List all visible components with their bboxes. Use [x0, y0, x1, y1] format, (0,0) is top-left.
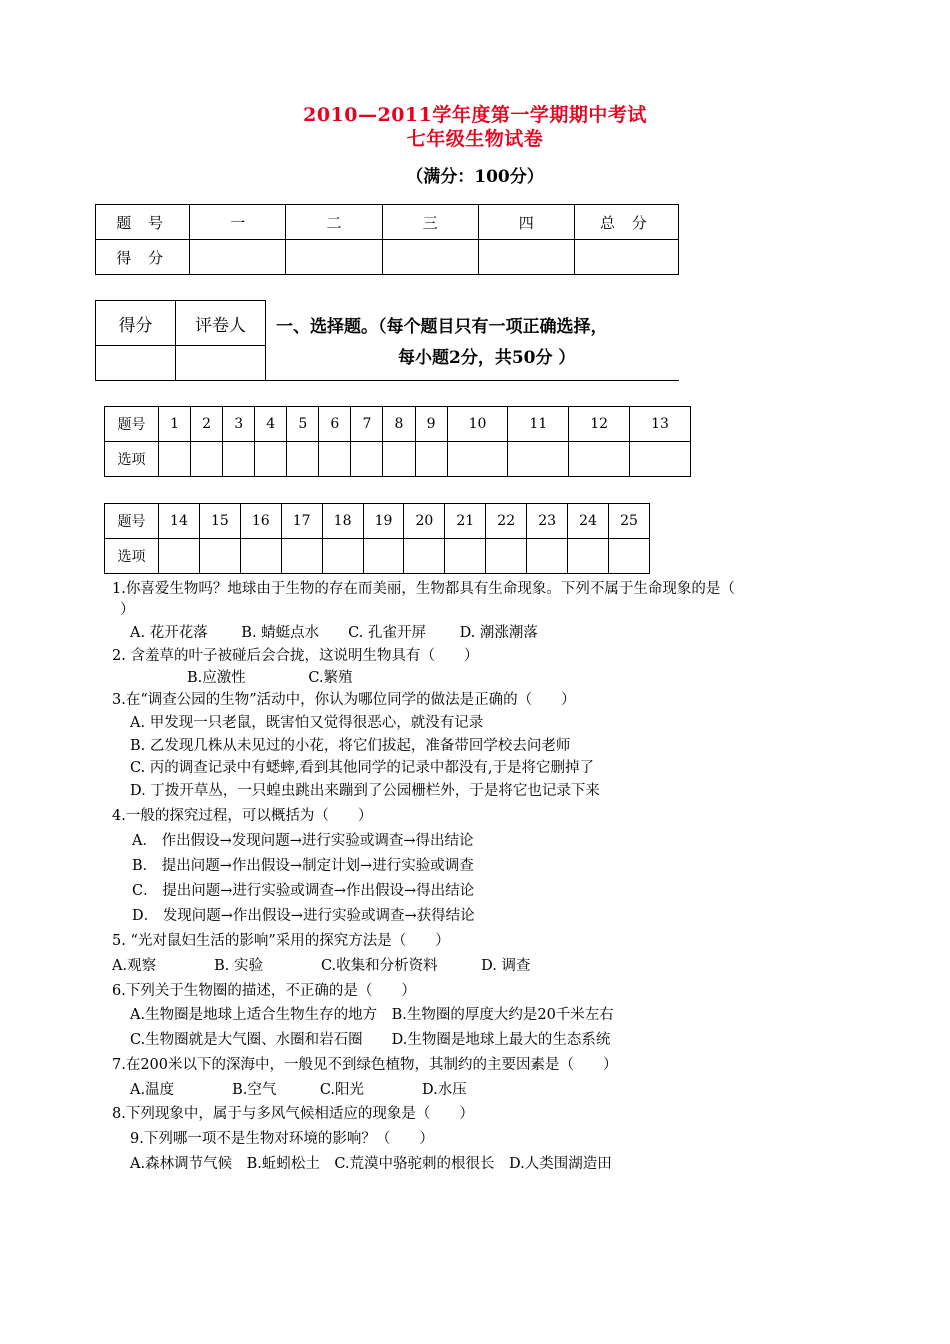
- grader-name-cell[interactable]: [176, 346, 266, 381]
- question-3-stem: 3.在“调查公园的生物”活动中，你认为哪位同学的做法是正确的（ ）: [112, 692, 576, 708]
- question-number-cell: 22: [486, 504, 527, 539]
- question-6-stem: 6.下列关于生物圈的描述，不正确的是（ ）: [112, 983, 416, 999]
- question-number-cell: 10: [447, 407, 508, 442]
- answer-table-2: [104, 503, 650, 574]
- question-number-cell: 4: [255, 407, 287, 442]
- grader-table: [95, 300, 266, 381]
- score-cell[interactable]: [382, 240, 478, 275]
- answer-cell[interactable]: [191, 442, 223, 477]
- answer-cell[interactable]: [223, 442, 255, 477]
- section1-underline: [266, 380, 679, 381]
- score-cell[interactable]: [190, 240, 286, 275]
- score-cell[interactable]: [286, 240, 382, 275]
- answer-cell[interactable]: [159, 442, 191, 477]
- answer-cell[interactable]: [363, 539, 404, 574]
- score-header-cell: 总 分: [574, 205, 678, 240]
- question-number-cell: 11: [508, 407, 569, 442]
- question-9-options: A.森林调节气候 B.蚯蚓松土 C.荒漠中骆驼刺的根很长 D.人类围湖造田: [130, 1156, 612, 1172]
- answer-table-1: [104, 406, 691, 477]
- question-number-cell: 9: [415, 407, 447, 442]
- title-line2: 七年级生物试卷: [406, 128, 544, 150]
- answer-cell[interactable]: [608, 539, 649, 574]
- title-line1: 2010—2011学年度第一学期期中考试: [303, 104, 647, 126]
- question-3-option-b: B. 乙发现几株从未见过的小花，将它们拔起，准备带回学校去问老师: [130, 738, 571, 754]
- question-6-options-cd: C.生物圈就是大气圈、水圈和岩石圈 D.生物圈是地球上最大的生态系统: [130, 1032, 611, 1048]
- answer-cell[interactable]: [569, 442, 630, 477]
- grader-name-label: 评卷人: [176, 301, 266, 346]
- section1-heading-line2: 每小题2分，共50分 ）: [398, 348, 576, 368]
- question-2-options: B.应激性 C.繁殖: [187, 670, 353, 686]
- answer-cell[interactable]: [445, 539, 486, 574]
- score-table-score-row: [96, 240, 679, 275]
- question-number-cell: 24: [568, 504, 609, 539]
- question-number-cell: 18: [322, 504, 363, 539]
- answer-cell[interactable]: [404, 539, 445, 574]
- answer-cell[interactable]: [240, 539, 281, 574]
- question-1-stem-end: ）: [120, 602, 135, 618]
- question-number-cell: 21: [445, 504, 486, 539]
- score-header-cell: 一: [190, 205, 286, 240]
- answer-cell[interactable]: [486, 539, 527, 574]
- question-2-stem: 2. 含羞草的叶子被碰后会合拢，这说明生物具有（ ）: [112, 648, 479, 664]
- question-number-cell: 7: [351, 407, 383, 442]
- answer-row-label: 选项: [105, 539, 159, 574]
- score-header-cell: 题 号: [96, 205, 190, 240]
- answer-cell[interactable]: [568, 539, 609, 574]
- question-3-option-d: D. 丁拨开草丛，一只蝗虫跳出来蹦到了公园栅栏外，于是将它也记录下来: [130, 783, 600, 799]
- answer-cell[interactable]: [322, 539, 363, 574]
- question-5-options: A.观察 B. 实验 C.收集和分析资料 D. 调查: [112, 958, 531, 974]
- question-5-stem: 5. “光对鼠妇生活的影响”采用的探究方法是（ ）: [112, 933, 450, 949]
- answer-cell[interactable]: [255, 442, 287, 477]
- question-4-stem: 4.一般的探究过程，可以概括为（ ）: [112, 808, 373, 824]
- full-mark: （满分：100分）: [406, 167, 544, 187]
- answer-cell[interactable]: [199, 539, 240, 574]
- question-3-option-a: A. 甲发现一只老鼠，既害怕又觉得很恶心，就没有记录: [130, 715, 484, 731]
- grader-score-label: 得分: [96, 301, 176, 346]
- question-7-stem: 7.在200米以下的深海中，一般见不到绿色植物，其制约的主要因素是（ ）: [112, 1057, 618, 1073]
- question-number-cell: 14: [159, 504, 200, 539]
- answer-cell[interactable]: [159, 539, 200, 574]
- question-number-cell: 25: [608, 504, 649, 539]
- answer-cell[interactable]: [383, 442, 415, 477]
- score-row-label: 得 分: [96, 240, 190, 275]
- section1-heading-line1: 一、选择题。（每个题目只有一项正确选择，: [276, 317, 608, 337]
- question-number-cell: 17: [281, 504, 322, 539]
- answer-cell[interactable]: [415, 442, 447, 477]
- question-number-cell: 3: [223, 407, 255, 442]
- question-4-option-b: B． 提出问题→作出假设→制定计划→进行实验或调查: [132, 858, 474, 874]
- answer-cell[interactable]: [281, 539, 322, 574]
- answer-cell[interactable]: [351, 442, 383, 477]
- question-8-stem: 8.下列现象中，属于与多风气候相适应的现象是（ ）: [112, 1106, 474, 1122]
- score-cell[interactable]: [478, 240, 574, 275]
- question-3-option-c: C. 丙的调查记录中有蟋蟀,看到其他同学的记录中都没有,于是将它删掉了: [130, 760, 595, 776]
- answer-cell[interactable]: [447, 442, 508, 477]
- question-7-options: A.温度 B.空气 C.阳光 D.水压: [130, 1082, 467, 1098]
- question-4-option-c: C． 提出问题→进行实验或调查→作出假设→得出结论: [132, 883, 475, 899]
- score-header-cell: 三: [382, 205, 478, 240]
- grader-score-cell[interactable]: [96, 346, 176, 381]
- answer-cell[interactable]: [630, 442, 691, 477]
- answer-table-1-number-row: [105, 407, 691, 442]
- question-9-stem: 9.下列哪一项不是生物对环境的影响？（ ）: [130, 1131, 434, 1147]
- answer-cell[interactable]: [287, 442, 319, 477]
- question-1-options: A. 花开花落 B. 蜻蜓点水 C. 孔雀开屏 D. 潮涨潮落: [130, 625, 538, 641]
- question-number-cell: 13: [630, 407, 691, 442]
- answer-row-label: 选项: [105, 442, 159, 477]
- question-number-cell: 8: [383, 407, 415, 442]
- question-number-cell: 12: [569, 407, 630, 442]
- answer-cell[interactable]: [319, 442, 351, 477]
- question-4-option-d: D． 发现问题→作出假设→进行实验或调查→获得结论: [132, 908, 475, 924]
- question-number-cell: 23: [527, 504, 568, 539]
- answer-cell[interactable]: [527, 539, 568, 574]
- question-4-option-a: A． 作出假设→发现问题→进行实验或调查→得出结论: [132, 833, 474, 849]
- question-1-stem: 1.你喜爱生物吗？地球由于生物的存在而美丽，生物都具有生命现象。下列不属于生命现象的是（: [112, 581, 735, 597]
- question-number-cell: 5: [287, 407, 319, 442]
- answer-table-1-option-row: [105, 442, 691, 477]
- question-6-options-ab: A.生物圈是地球上适合生物生存的地方 B.生物圈的厚度大约是20千米左右: [130, 1007, 614, 1023]
- question-number-cell: 15: [199, 504, 240, 539]
- answer-cell[interactable]: [508, 442, 569, 477]
- score-header-cell: 二: [286, 205, 382, 240]
- answer-row-label: 题号: [105, 504, 159, 539]
- question-number-cell: 16: [240, 504, 281, 539]
- score-header-cell: 四: [478, 205, 574, 240]
- question-number-cell: 6: [319, 407, 351, 442]
- answer-table-2-option-row: [105, 539, 650, 574]
- question-number-cell: 2: [191, 407, 223, 442]
- score-table-header-row: [96, 205, 679, 240]
- score-table: [95, 204, 679, 275]
- question-number-cell: 1: [159, 407, 191, 442]
- answer-row-label: 题号: [105, 407, 159, 442]
- answer-table-2-number-row: [105, 504, 650, 539]
- question-number-cell: 19: [363, 504, 404, 539]
- score-cell[interactable]: [574, 240, 678, 275]
- question-number-cell: 20: [404, 504, 445, 539]
